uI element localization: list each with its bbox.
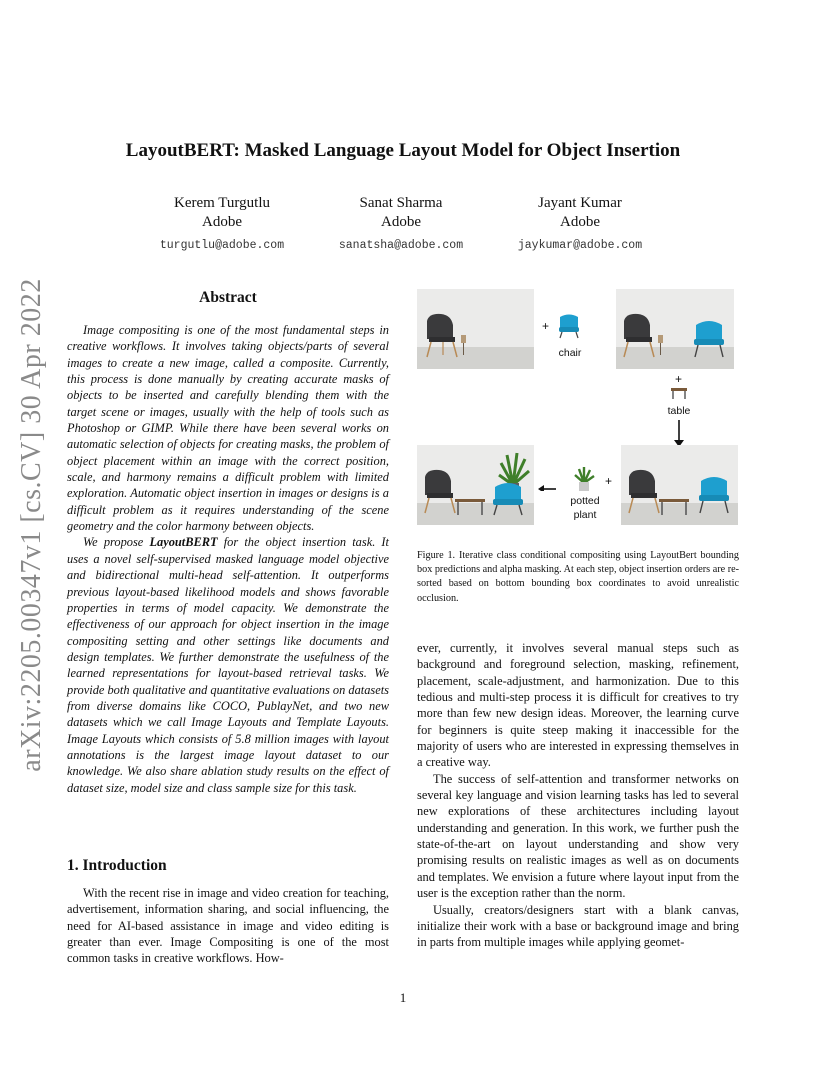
figure-caption: Figure 1. Iterative class conditional compositing using LayoutBert bounding box predictions and alpha masking. At each step, object insertion orders are re-sorted based on bottom bounding box coordinates to avoid unrealistic occlusion. [417, 550, 739, 604]
author-block-2 [301, 194, 501, 255]
arxiv-identifier [14, 278, 50, 772]
intro-paragraph-2: The success of self-attention and transformer networks on several key language and vision learning tasks has led to several new explorations of these architectures including layout understanding and generation. In this work, we further push the state-of-the-art on layout understanding and show very promising results on realistic images as well as on documents and templates. We envision a future where layout input from the user is the exception rather than the norm. [417, 771, 739, 901]
figure-1 [417, 289, 739, 529]
author-block-3 [480, 194, 680, 255]
paper-title: LayoutBERT: Masked Language Layout Model for Object Insertion [125, 140, 681, 161]
author-block-1 [122, 194, 322, 255]
down-arrow-icon [671, 420, 687, 448]
plus-symbol: + [542, 319, 550, 333]
abstract-body [67, 322, 389, 796]
author-name: Sanat Sharma [359, 195, 443, 211]
plus-symbol: + [605, 474, 613, 488]
author-affiliation: Adobe [202, 214, 242, 230]
figure-panel-final [417, 445, 534, 525]
blue-chair-icon [555, 311, 583, 339]
author-name: Kerem Turgutlu [174, 195, 270, 211]
abstract-p2-prefix: We propose [83, 535, 150, 550]
figure-panel-initial [417, 289, 534, 369]
figure-panel-after-chair [616, 289, 734, 369]
model-name: LayoutBERT [149, 535, 218, 550]
label-chair: chair [558, 347, 582, 359]
intro-left-column [67, 885, 389, 967]
author-email[interactable]: jaykumar@adobe.com [517, 239, 643, 252]
potted-plant-icon [571, 465, 597, 493]
author-name: Jayant Kumar [538, 195, 622, 211]
arxiv-id-text: arXiv:2205.00347v1 [cs.CV] 30 Apr 2022 [16, 278, 47, 772]
abstract-heading: Abstract [199, 289, 257, 306]
intro-paragraph-1: With the recent rise in image and video creation for teaching, advertisement, information sharing, and social influencing, the need for AI-based assistance in image and video editing is greater than ever. Image Compositing is one of the most common tasks in creative workflows. How- [67, 886, 389, 966]
intro-right-column [417, 640, 739, 951]
page-number: 1 [399, 990, 407, 1005]
abstract-paragraph-1: Image compositing is one of the most fundamental steps in creative workflows. It involves taking objects/parts of several images to create a new image, called a composite. Currently, this process is done manually by creating accurate masks of objects to be inserted and carefully blending them with the target scene or images, usually with the help of tools such as Photoshop or GIMP. While there have been several works on automatic selection of objects for creating masks, the problem of object placement within an image with the correct position, scale, and harmony remains a difficult problem with limited exploration. Automatic object insertion in images or designs is a difficult problem as it requires understanding of the scene geometry and the color harmony between objects. [67, 323, 389, 534]
abstract-paragraph-2 [67, 534, 389, 796]
figure-panel-after-table [621, 445, 738, 525]
intro-paragraph-1-continued: ever, currently, it involves several manual steps such as background and foreground selection, masking, refinement, placement, scale-adjustment, and harmonization. Due to this tedious and multi-step process it is difficult for creatives to try more than few new design ideas. Moreover, the learning curve for beginners is quite steep making it inaccessible for the majority of users who are interested in expressing themselves in a creative way. [417, 641, 739, 770]
intro-paragraph-3: Usually, creators/designers start with a blank canvas, initialize their work with a base or background image and bring in parts from multiple images while applying geomet- [417, 902, 739, 950]
author-email[interactable]: turgutlu@adobe.com [159, 239, 285, 252]
table-icon [670, 386, 688, 400]
label-potted: potted [570, 495, 600, 507]
left-arrow-icon [538, 481, 556, 491]
author-affiliation: Adobe [560, 214, 600, 230]
plus-symbol: + [675, 372, 683, 386]
label-table: table [667, 405, 691, 417]
abstract-p2-rest: for the object insertion task. It uses a novel self-supervised masked language model objective and bidirectional multi-head self-attention. It outperforms previous layout-based likelihood models and shows favorable properties in terms of model capacity. We demonstrate the effectiveness of our approach for object insertion in the image compositing setting and other settings like documents and design templates. We further demonstrate the usefulness of the learned representations for layout-based retrieval tasks. We provide both qualitative and quantitative evaluations on datasets from diverse domains like COCO, PublayNet, and two new datasets which we call Image Layouts and Template Layouts. Image Layouts which consists of 5.8 million images with layout annotations is the largest image layout dataset to our knowledge. We also share ablation study results on the effect of dataset size, model size and class sample size for this task. [67, 535, 390, 795]
author-email[interactable]: sanatsha@adobe.com [338, 239, 464, 252]
intro-heading: 1. Introduction [67, 857, 167, 874]
author-affiliation: Adobe [381, 214, 421, 230]
label-plant: plant [573, 509, 597, 521]
